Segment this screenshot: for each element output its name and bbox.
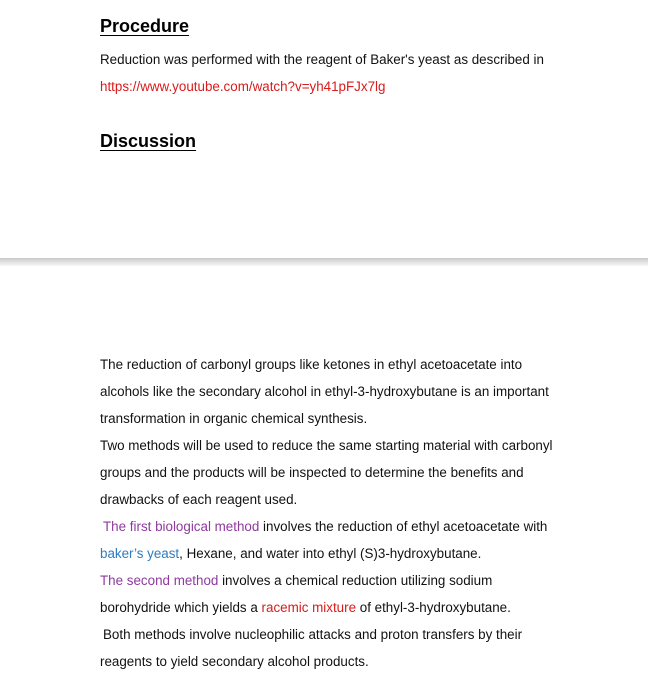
body-line: Both methods involve nucleophilic attacks and proton transfers by their	[103, 627, 523, 642]
body-line	[103, 518, 547, 536]
body-line: alcohols like the secondary alcohol in ethyl-3-hydroxybutane is an important	[100, 384, 549, 399]
procedure-heading: Procedure	[100, 16, 190, 36]
body-text-span: borohydride which yields a	[100, 600, 262, 615]
page-1	[0, 0, 648, 258]
body-line: The reduction of carbonyl groups like ketones in ethyl acetoacetate into	[100, 357, 523, 372]
body-line: groups and the products will be inspected to determine the benefits and	[100, 465, 524, 480]
racemic-mixture-highlight: racemic mixture	[261, 600, 357, 615]
body-line	[100, 599, 511, 617]
procedure-link[interactable]: https://www.youtube.com/watch?v=yh41pFJx7lg	[100, 79, 386, 94]
body-line: reagents to yield secondary alcohol products.	[100, 654, 369, 669]
body-line: Two methods will be used to reduce the same starting material with carbonyl	[100, 438, 553, 453]
second-method-highlight: The second method	[100, 573, 219, 588]
body-line	[100, 572, 492, 590]
body-text-span: , Hexane, and water into ethyl (S)3-hydroxybutane.	[179, 546, 482, 561]
body-text-span: of ethyl-3-hydroxybutane.	[356, 600, 511, 615]
body-line: drawbacks of each reagent used.	[100, 492, 298, 507]
page-separator	[0, 258, 648, 266]
body-text-span: involves the reduction of ethyl acetoacetate with	[259, 519, 548, 534]
body-text-span: involves a chemical reduction utilizing sodium	[218, 573, 493, 588]
procedure-text: Reduction was performed with the reagent of Baker's yeast as described in	[100, 52, 544, 67]
body-line	[100, 545, 481, 563]
first-method-highlight: The first biological method	[103, 519, 260, 534]
discussion-heading: Discussion	[100, 131, 197, 151]
bakers-yeast-highlight: baker’s yeast	[100, 546, 180, 561]
body-line: transformation in organic chemical synthesis.	[100, 411, 368, 426]
